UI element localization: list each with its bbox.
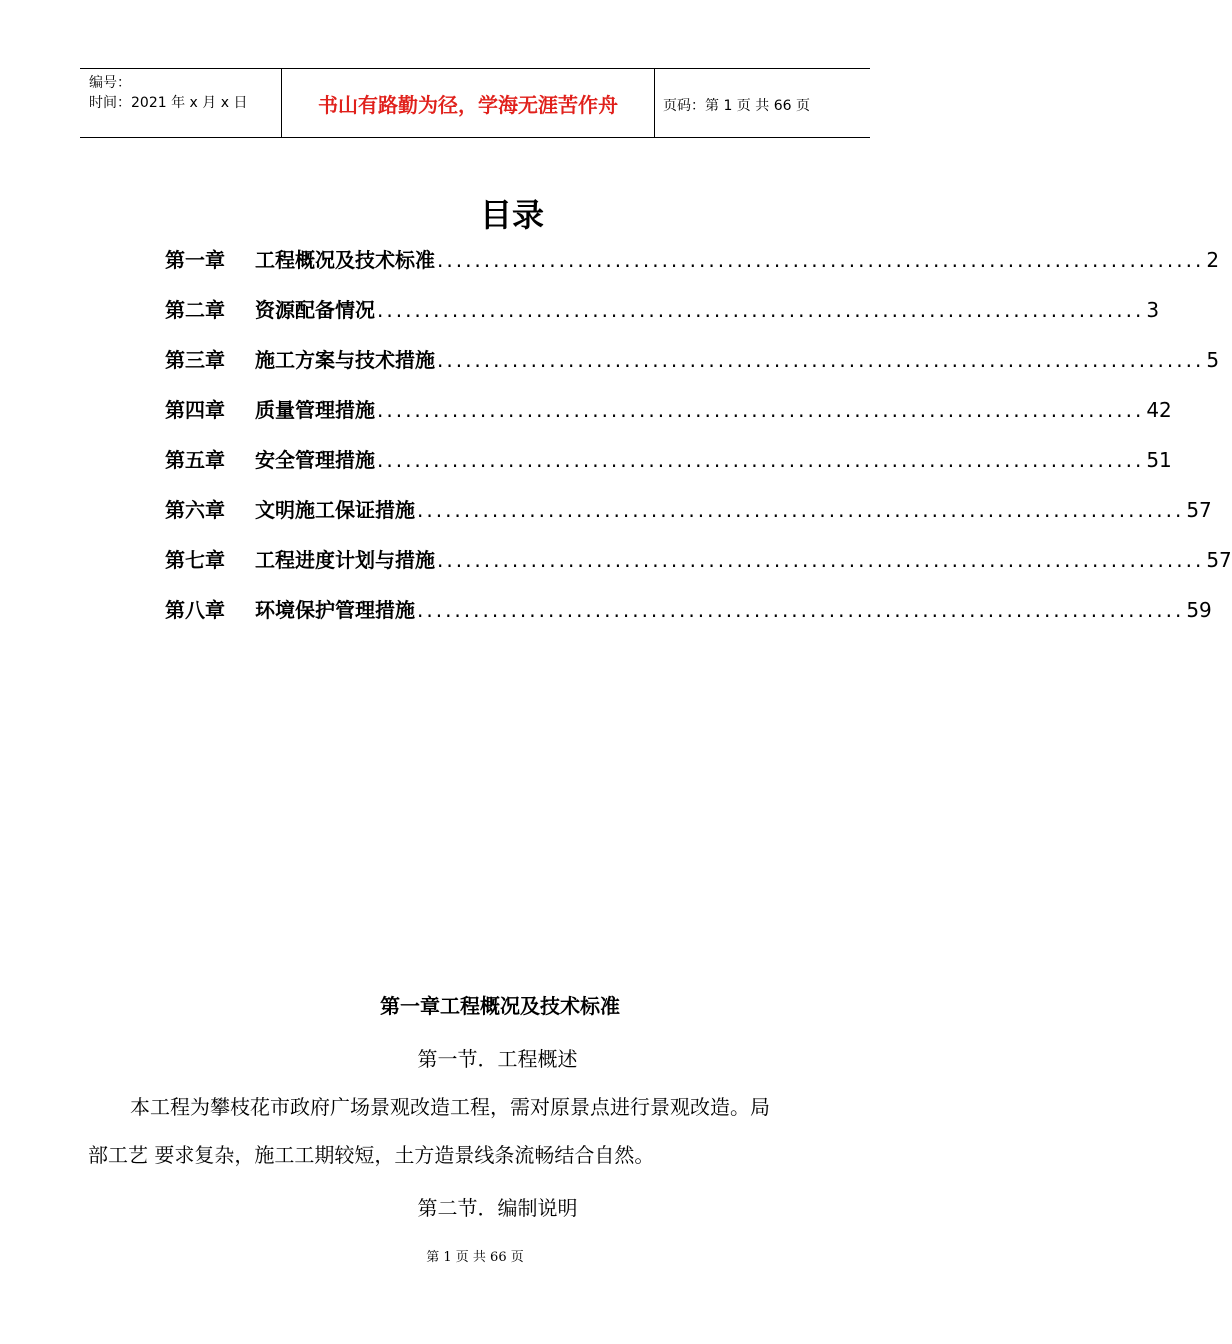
toc-page-number: 59 <box>1186 598 1212 622</box>
toc-entry[interactable] <box>165 294 1160 326</box>
number-label: 编号： <box>89 75 131 91</box>
toc-entry[interactable] <box>165 244 1220 276</box>
page-info: 页码：第 1 页 共 66 页 <box>663 98 810 114</box>
toc-chapter: 第八章 <box>165 598 225 622</box>
toc-leader: .................................................................................. <box>417 498 1185 522</box>
toc-page-number: 5 <box>1206 348 1220 372</box>
toc-leader: .................................................................................. <box>437 248 1205 272</box>
toc-page-number: 2 <box>1206 248 1220 272</box>
toc-entry-title: 环境保护管理措施 <box>255 598 415 622</box>
toc-entry[interactable] <box>165 444 1172 476</box>
toc-page-number: 3 <box>1146 298 1160 322</box>
toc-page-number: 51 <box>1146 448 1172 472</box>
toc-page-number: 57 <box>1186 498 1212 522</box>
toc-entry-title: 质量管理措施 <box>255 398 375 422</box>
toc-leader: .................................................................................. <box>377 298 1145 322</box>
toc-entry[interactable] <box>165 544 1232 576</box>
toc-chapter: 第二章 <box>165 298 225 322</box>
toc-entry[interactable] <box>165 344 1220 376</box>
toc-page-number: 42 <box>1146 398 1172 422</box>
paragraph-line: 本工程为攀枝花市政府广场景观改造工程，需对原景点进行景观改造。局 <box>130 1095 770 1119</box>
toc-chapter: 第五章 <box>165 448 225 472</box>
toc-chapter: 第三章 <box>165 348 225 372</box>
toc-chapter: 第七章 <box>165 548 225 572</box>
header-table <box>80 68 870 138</box>
toc-leader: .................................................................................. <box>437 348 1205 372</box>
toc-entry-title: 工程进度计划与措施 <box>255 548 435 572</box>
toc-entry[interactable] <box>165 594 1212 626</box>
time-label: 时间：2021 年 x 月 x 日 <box>89 95 248 111</box>
toc-leader: .................................................................................. <box>377 448 1145 472</box>
toc-entry-title: 安全管理措施 <box>255 448 375 472</box>
toc-chapter: 第六章 <box>165 498 225 522</box>
toc-title: 目录 <box>479 196 544 234</box>
toc-entry[interactable] <box>165 494 1212 526</box>
page-footer: 第 1 页 共 66 页 <box>426 1250 524 1265</box>
toc-chapter: 第一章 <box>165 248 225 272</box>
toc-chapter: 第四章 <box>165 398 225 422</box>
chapter-heading: 第一章工程概况及技术标准 <box>380 994 620 1018</box>
toc-entry-title: 施工方案与技术措施 <box>255 348 435 372</box>
section-heading: 第二节．编制说明 <box>417 1196 578 1220</box>
toc-entry-title: 资源配备情况 <box>255 298 375 322</box>
toc-leader: .................................................................................. <box>377 398 1145 422</box>
toc-entry-title: 工程概况及技术标准 <box>255 248 435 272</box>
toc-leader: .................................................................................. <box>437 548 1205 572</box>
toc-entry-title: 文明施工保证措施 <box>255 498 415 522</box>
toc-entry[interactable] <box>165 394 1172 426</box>
paragraph-line: 部工艺 要求复杂，施工工期较短，土方造景线条流畅结合自然。 <box>88 1143 655 1167</box>
toc-page-number: 57 <box>1206 548 1232 572</box>
section-heading: 第一节．工程概述 <box>417 1047 578 1071</box>
motto: 书山有路勤为径，学海无涯苦作舟 <box>282 69 655 137</box>
toc-leader: .................................................................................. <box>417 598 1185 622</box>
header-meta-cell <box>80 69 282 137</box>
